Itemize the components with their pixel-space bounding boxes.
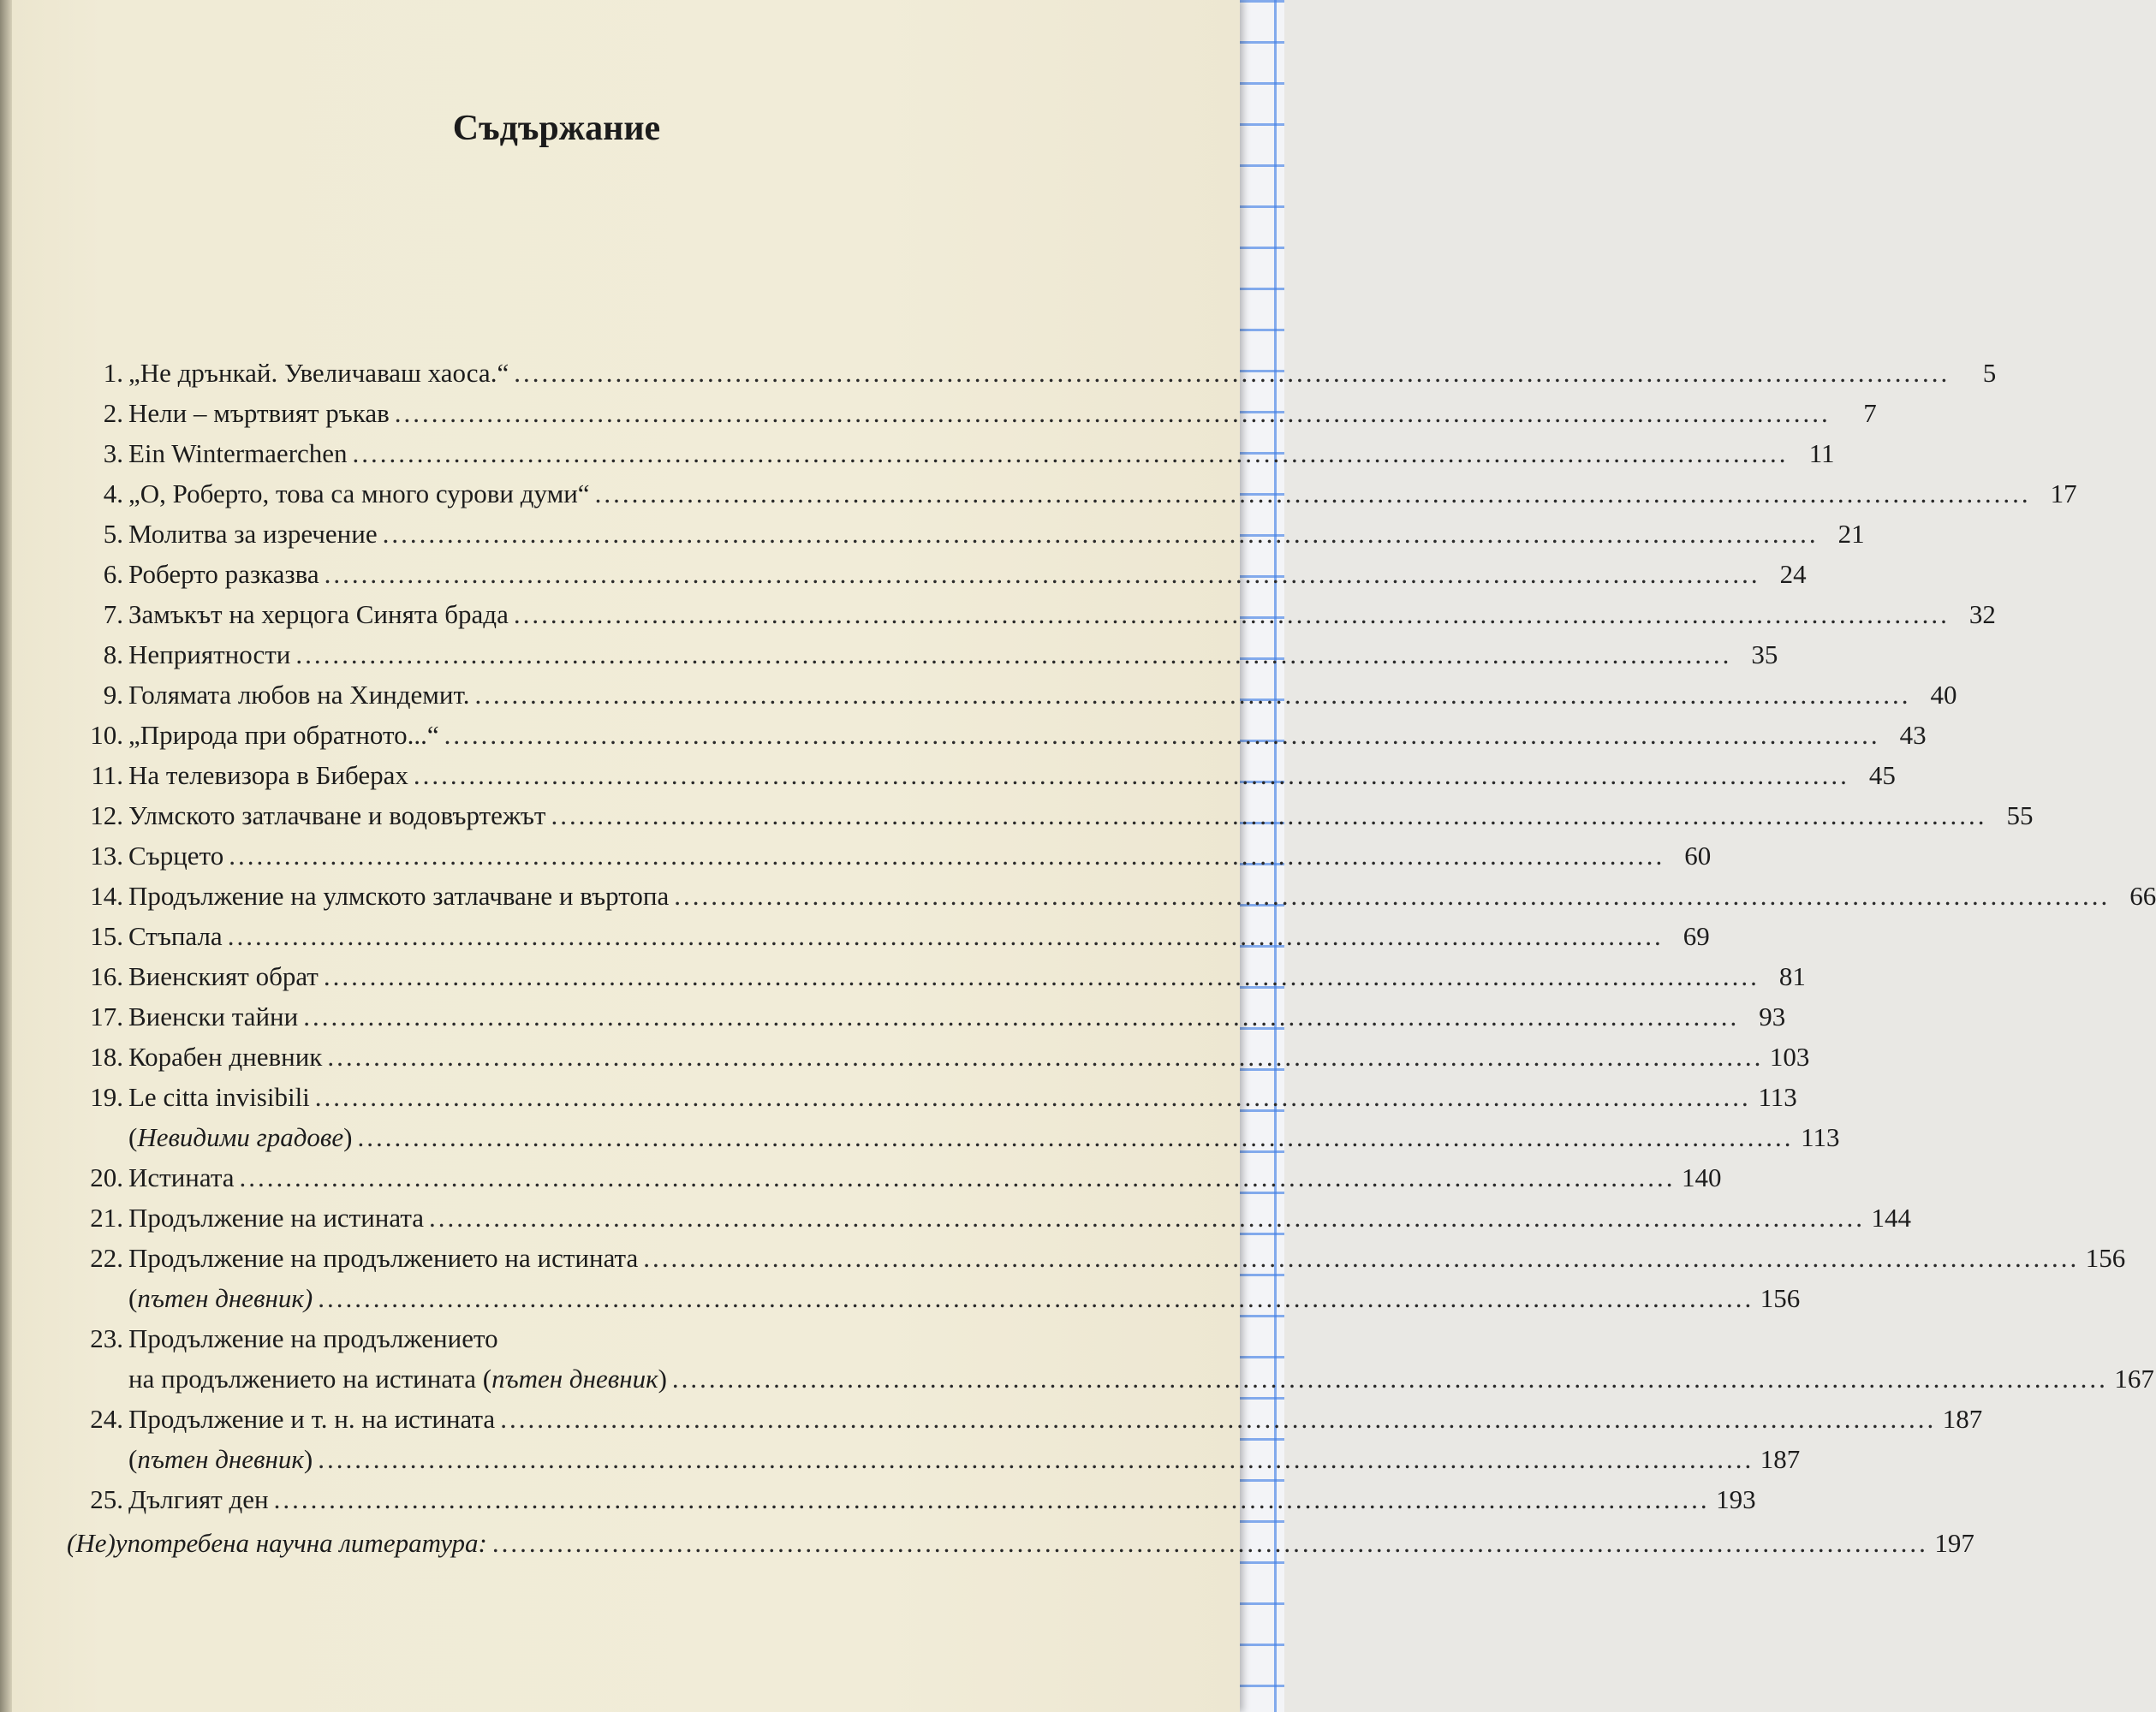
entry-title: Стъпала bbox=[128, 921, 223, 951]
entry-number: 4. bbox=[103, 479, 123, 508]
entry-title: на продължението на истината (пътен дневник) bbox=[128, 1364, 667, 1394]
entry-page: 21 bbox=[1837, 519, 1865, 549]
dot-leader: ............................................................................................................................................................ bbox=[314, 1082, 1751, 1112]
entry-page: 7 bbox=[1863, 398, 1877, 428]
toc-entry-15 bbox=[67, 921, 1710, 961]
dot-leader: ............................................................................................................................................................ bbox=[491, 1528, 1928, 1558]
entry-number: 3. bbox=[103, 438, 123, 468]
entry-title: Продължение на продължението на истината bbox=[128, 1243, 639, 1273]
toc-entry-3 bbox=[67, 438, 1835, 479]
entry-title: Истината bbox=[128, 1162, 235, 1192]
entry-page: 11 bbox=[1808, 438, 1835, 468]
toc-entry-21 bbox=[67, 1203, 1912, 1243]
entry-page: 140 bbox=[1682, 1162, 1722, 1192]
toc-entry-23 bbox=[67, 1323, 1070, 1364]
entry-number: 14. bbox=[90, 881, 123, 911]
toc-entry-23-subtitle bbox=[67, 1364, 2154, 1404]
entry-page: 187 bbox=[1760, 1444, 1801, 1474]
dot-leader: ............................................................................................................................................................ bbox=[327, 1042, 1764, 1072]
dot-leader: ............................................................................................................................................................ bbox=[273, 1484, 1710, 1514]
dot-leader: ............................................................................................................................................................ bbox=[474, 680, 1911, 710]
dot-leader: ............................................................................................................................................................ bbox=[551, 800, 1987, 830]
entry-title: Le citta invisibili bbox=[128, 1082, 310, 1112]
dot-leader: ............................................................................................................................................................ bbox=[671, 1364, 2108, 1394]
entry-number: 23. bbox=[90, 1323, 123, 1353]
entry-page: 45 bbox=[1868, 760, 1896, 790]
entry-title: Дългият ден bbox=[128, 1484, 269, 1514]
entry-title: Продължение и т. н. на истината bbox=[128, 1404, 496, 1434]
toc-entry-13 bbox=[67, 841, 1712, 881]
entry-title: (Невидими градове) bbox=[128, 1122, 353, 1152]
dot-leader: ............................................................................................................................................................ bbox=[324, 559, 1760, 589]
toc-entry-9 bbox=[67, 680, 1957, 720]
dot-leader: ............................................................................................................................................................ bbox=[229, 841, 1665, 871]
toc-entry-10 bbox=[67, 720, 1927, 760]
dot-leader: ............................................................................................................................................................ bbox=[323, 961, 1760, 991]
entry-title: Нели – мъртвият ръкав bbox=[128, 398, 390, 428]
entry-title: Корабен дневник bbox=[128, 1042, 323, 1072]
dot-leader: ............................................................................................................................................................ bbox=[674, 881, 2111, 911]
toc-entry-11 bbox=[67, 760, 1896, 800]
entry-page: 187 bbox=[1942, 1404, 1983, 1434]
entry-number: 2. bbox=[103, 398, 123, 428]
toc-entry-16 bbox=[67, 961, 1806, 1002]
entry-page: 32 bbox=[1968, 599, 1996, 629]
entry-title: Неприятности bbox=[128, 639, 291, 669]
dot-leader: ............................................................................................................................................................ bbox=[318, 1444, 1754, 1474]
dot-leader: ............................................................................................................................................................ bbox=[303, 1002, 1740, 1031]
entry-title: Молитва за изречение bbox=[128, 519, 378, 549]
entry-number: 24. bbox=[90, 1404, 123, 1434]
entry-title: Сърцето bbox=[128, 841, 224, 871]
entry-page: 144 bbox=[1871, 1203, 1912, 1233]
entry-page: 113 bbox=[1801, 1122, 1840, 1152]
entry-title: Улмското затлачване и водовъртежът bbox=[128, 800, 546, 830]
entry-title: На телевизора в Биберах bbox=[128, 760, 408, 790]
entry-page: 81 bbox=[1778, 961, 1806, 991]
entry-number: 9. bbox=[103, 680, 123, 710]
entry-number: 1. bbox=[103, 358, 123, 388]
page-title: Съдържание bbox=[452, 109, 661, 148]
entry-page: 167 bbox=[2114, 1364, 2154, 1394]
dot-leader: ............................................................................................................................................................ bbox=[413, 760, 1849, 790]
entry-page: 197 bbox=[1934, 1528, 1974, 1558]
entry-number: 25. bbox=[90, 1484, 123, 1514]
toc-entry-19 bbox=[67, 1082, 1797, 1122]
toc-entry-6 bbox=[67, 559, 1807, 599]
entry-title: Замъкът на херцога Синята брада bbox=[128, 599, 509, 629]
dot-leader: ............................................................................................................................................................ bbox=[318, 1283, 1754, 1313]
entry-number: 16. bbox=[90, 961, 123, 991]
toc-entry-5 bbox=[67, 519, 1865, 559]
entry-page: 69 bbox=[1683, 921, 1710, 951]
entry-page: 93 bbox=[1759, 1002, 1786, 1031]
entry-title: Голямата любов на Хиндемит. bbox=[128, 680, 470, 710]
dot-leader: ............................................................................................................................................................ bbox=[352, 438, 1789, 468]
toc-entry-14 bbox=[67, 881, 2156, 921]
entry-number: 8. bbox=[103, 639, 123, 669]
toc-entry-17 bbox=[67, 1002, 1786, 1042]
entry-title: „О, Роберто, това са много сурови думи“ bbox=[128, 479, 590, 508]
toc-entry-18 bbox=[67, 1042, 1810, 1082]
entry-title: Продължение на улмското затлачване и въртопа bbox=[128, 881, 670, 911]
entry-page: 193 bbox=[1716, 1484, 1756, 1514]
entry-number: 6. bbox=[103, 559, 123, 589]
dot-leader: ............................................................................................................................................................ bbox=[643, 1243, 2080, 1273]
entry-number: 12. bbox=[90, 800, 123, 830]
entry-number: 20. bbox=[90, 1162, 123, 1192]
toc-entry-2 bbox=[67, 398, 1877, 438]
dot-leader: ............................................................................................................................................................ bbox=[594, 479, 2031, 508]
dot-leader: ............................................................................................................................................................ bbox=[394, 398, 1831, 428]
entry-number: 21. bbox=[90, 1203, 123, 1233]
entry-title: Роберто разказва bbox=[128, 559, 319, 589]
dot-leader: ............................................................................................................................................................ bbox=[295, 639, 1732, 669]
entry-number: 7. bbox=[103, 599, 123, 629]
toc-entry-7 bbox=[67, 599, 1996, 639]
toc-entry-1 bbox=[67, 358, 1997, 398]
entry-title: Виенски тайни bbox=[128, 1002, 299, 1031]
dot-leader: ............................................................................................................................................................ bbox=[227, 921, 1664, 951]
dot-leader: ............................................................................................................................................................ bbox=[429, 1203, 1866, 1233]
toc-entry-22 bbox=[67, 1243, 2126, 1283]
entry-number: 10. bbox=[90, 720, 123, 750]
entry-number: 5. bbox=[103, 519, 123, 549]
entry-page: 55 bbox=[2006, 800, 2034, 830]
toc-entry-25 bbox=[67, 1484, 1756, 1525]
entry-page: 156 bbox=[2085, 1243, 2126, 1273]
entry-title: (пътен дневник) bbox=[128, 1283, 313, 1313]
entry-title: „Не дрънкай. Увеличаваш хаоса.“ bbox=[128, 358, 509, 388]
entry-number: 19. bbox=[90, 1082, 123, 1112]
toc-entry-19-subtitle bbox=[67, 1122, 1840, 1162]
entry-page: 156 bbox=[1760, 1283, 1801, 1313]
dot-leader: ............................................................................................................................................................ bbox=[500, 1404, 1937, 1434]
toc-entry-20 bbox=[67, 1162, 1722, 1203]
entry-page: 60 bbox=[1684, 841, 1712, 871]
entry-number: 18. bbox=[90, 1042, 123, 1072]
dot-leader: ............................................................................................................................................................ bbox=[239, 1162, 1676, 1192]
toc-entry-24-subtitle bbox=[67, 1444, 1801, 1484]
entry-number: 22. bbox=[90, 1243, 123, 1273]
entry-page: 66 bbox=[2129, 881, 2156, 911]
entry-title: „Природа при обратното...“ bbox=[128, 720, 439, 750]
entry-title: (пътен дневник) bbox=[128, 1444, 313, 1474]
toc-entry-4 bbox=[67, 479, 2077, 519]
toc-entry-8 bbox=[67, 639, 1778, 680]
entry-page: 5 bbox=[1982, 358, 1997, 388]
entry-title: Продължение на истината bbox=[128, 1203, 425, 1233]
entry-title: Виенският обрат bbox=[128, 961, 319, 991]
entry-page: 35 bbox=[1751, 639, 1778, 669]
toc-entry-24 bbox=[67, 1404, 1983, 1444]
dot-leader: ............................................................................................................................................................ bbox=[444, 720, 1880, 750]
entry-number: 17. bbox=[90, 1002, 123, 1031]
entry-number: 15. bbox=[90, 921, 123, 951]
entry-title: Ein Wintermaerchen bbox=[128, 438, 348, 468]
toc-entry-12 bbox=[67, 800, 2034, 841]
entry-page: 40 bbox=[1930, 680, 1957, 710]
toc-literature bbox=[67, 1528, 1974, 1568]
entry-title: (Не)употребена научна литература: bbox=[67, 1528, 487, 1558]
entry-page: 17 bbox=[2050, 479, 2077, 508]
entry-page: 113 bbox=[1758, 1082, 1797, 1112]
entry-number: 13. bbox=[90, 841, 123, 871]
entry-page: 24 bbox=[1779, 559, 1807, 589]
dot-leader: ............................................................................................................................................................ bbox=[382, 519, 1819, 549]
dot-leader: ............................................................................................................................................................ bbox=[514, 358, 1951, 388]
entry-page: 103 bbox=[1769, 1042, 1810, 1072]
dot-leader: ............................................................................................................................................................ bbox=[357, 1122, 1794, 1152]
dot-leader: ............................................................................................................................................................ bbox=[513, 599, 1950, 629]
entry-title: Продължение на продължението bbox=[128, 1323, 498, 1353]
toc-entry-22-subtitle bbox=[67, 1283, 1801, 1323]
entry-page: 43 bbox=[1899, 720, 1927, 750]
table-of-contents bbox=[67, 358, 2156, 1568]
entry-number: 11. bbox=[91, 760, 123, 790]
